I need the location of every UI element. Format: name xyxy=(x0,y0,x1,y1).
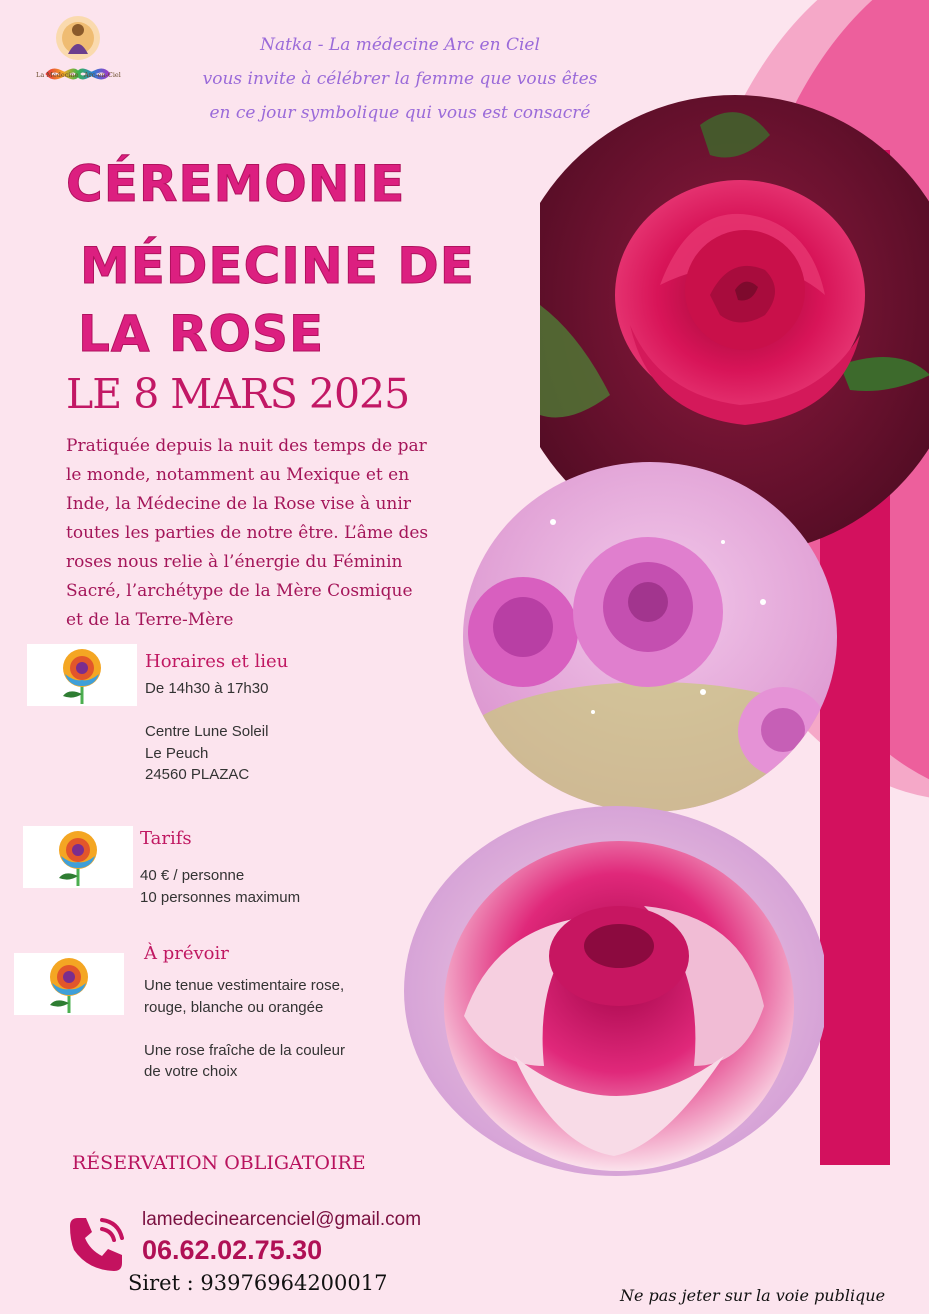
siret-number: Siret : 93976964200017 xyxy=(128,1271,388,1295)
intro-line-2: vous invite à célébrer la femme que vous êtes xyxy=(202,69,598,89)
description xyxy=(66,432,496,635)
horaires-line xyxy=(145,700,268,722)
prevoir-line: rouge, blanche ou orangée xyxy=(144,998,324,1016)
contact-email[interactable]: lamedecinearcenciel@gmail.com xyxy=(142,1209,422,1230)
title-line-2: MÉDECINE DE xyxy=(80,237,475,295)
horaires-line: Centre Lune Soleil xyxy=(145,723,269,740)
tarifs-line: 10 personnes maximum xyxy=(140,888,301,906)
tarifs-line: 40 € / personne xyxy=(140,867,245,884)
logo-text-left: La Médecine xyxy=(36,71,79,79)
contact-phone[interactable]: 06.62.02.75.30 xyxy=(142,1235,323,1265)
footer-notice: Ne pas jeter sur la voie publique xyxy=(620,1286,886,1305)
description-line: roses nous relie à l’énergie du Féminin xyxy=(66,552,403,572)
phone-icon xyxy=(62,1212,132,1278)
section-title-tarifs: Tarifs xyxy=(140,828,192,849)
section-title-a-prevoir: À prévoir xyxy=(144,943,229,964)
description-line: toutes les parties de notre être. L’âme des xyxy=(66,523,429,543)
rainbow-rose-icon xyxy=(42,955,96,1013)
rainbow-rose-icon xyxy=(55,646,109,704)
logo-text-right: Arc-en-Ciel xyxy=(84,71,121,79)
brand-logo xyxy=(36,12,120,92)
title-line-1: CÉREMONIE xyxy=(66,155,406,213)
reservation-notice: RÉSERVATION OBLIGATOIRE xyxy=(72,1152,366,1174)
rose-icon-card xyxy=(14,953,124,1015)
title-line-3: LA ROSE xyxy=(78,305,325,363)
section-text-tarifs xyxy=(140,865,300,908)
logo-emblem-icon xyxy=(36,12,120,92)
horaires-line: De 14h30 à 17h30 xyxy=(145,680,269,697)
prevoir-line: Une rose fraîche de la couleur xyxy=(144,1041,345,1059)
section-title-horaires: Horaires et lieu xyxy=(145,651,289,672)
horaires-line: 24560 PLAZAC xyxy=(145,766,250,783)
rose-icon-card xyxy=(27,644,137,706)
prevoir-line: Une tenue vestimentaire rose, xyxy=(144,977,345,994)
description-line: Sacré, l’archétype de la Mère Cosmique xyxy=(66,581,413,601)
rose-icon-card xyxy=(23,826,133,888)
description-line: et de la Terre-Mère xyxy=(66,610,234,630)
description-line: le monde, notamment au Mexique et en xyxy=(66,465,410,485)
description-line: Inde, la Médecine de la Rose vise à unir xyxy=(66,494,411,514)
intro-line-1: Natka - La médecine Arc en Ciel xyxy=(260,35,540,55)
rainbow-rose-icon xyxy=(51,828,105,886)
intro-line-3: en ce jour symbolique qui vous est consacré xyxy=(209,103,591,123)
prevoir-line: de votre choix xyxy=(144,1063,238,1080)
description-line: Pratiquée depuis la nuit des temps de par xyxy=(66,436,427,456)
section-text-horaires xyxy=(145,678,268,786)
prevoir-line xyxy=(144,1018,345,1040)
pink-roses-painting xyxy=(463,462,853,812)
pink-white-rose-photo xyxy=(404,806,824,1176)
event-date: LE 8 MARS 2025 xyxy=(66,370,410,418)
horaires-line: Le Peuch xyxy=(145,744,209,762)
section-text-a-prevoir xyxy=(144,975,345,1083)
